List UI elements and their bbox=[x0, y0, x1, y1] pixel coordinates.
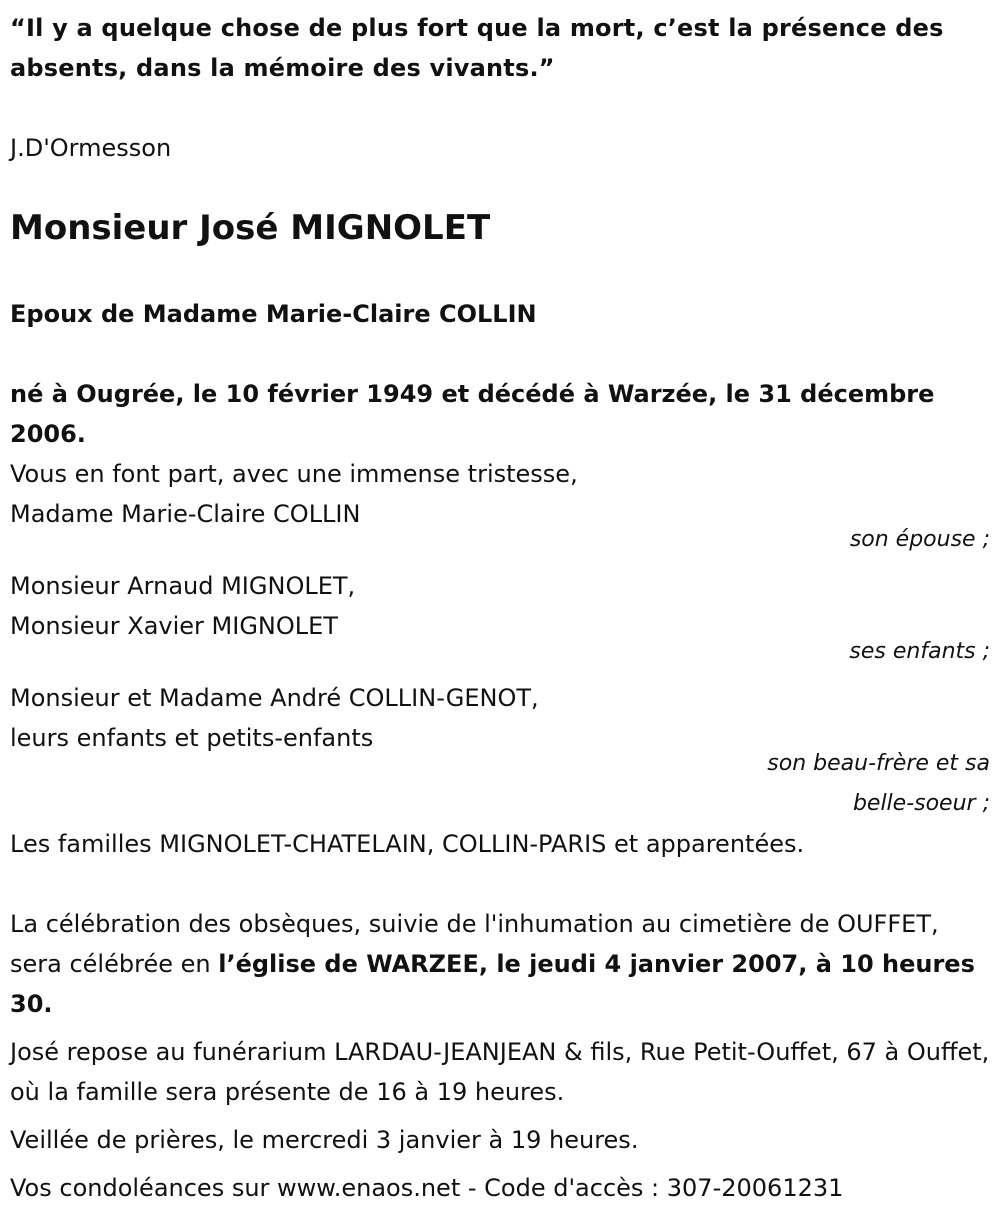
birth-death-dates: né à Ougrée, le 10 février 1949 et décédé à Warzée, le 31 décembre 2006. bbox=[10, 380, 935, 448]
extended-families: Les familles MIGNOLET-CHATELAIN, COLLIN-PARIS et apparentées. bbox=[10, 830, 805, 858]
funeral-location-time: l’église de WARZEE, le jeudi 4 janvier 2007, à 10 heures 30. bbox=[10, 950, 975, 1018]
family-relation: son épouse ; bbox=[849, 527, 990, 552]
family-relation: son beau-frère et sa bbox=[767, 751, 990, 776]
family-member: leurs enfants et petits-enfants bbox=[10, 724, 374, 752]
funeral-details bbox=[10, 904, 990, 1024]
family-relation: ses enfants ; bbox=[849, 639, 990, 664]
family-member: Monsieur Arnaud MIGNOLET, bbox=[10, 572, 356, 600]
deceased-name: Monsieur José MIGNOLET bbox=[10, 208, 491, 248]
family-relation: belle-soeur ; bbox=[852, 791, 990, 816]
family-group bbox=[10, 494, 990, 560]
spouse-line: Epoux de Madame Marie-Claire COLLIN bbox=[10, 300, 537, 328]
quote-author: J.D'Ormesson bbox=[10, 134, 172, 162]
epigraph-quote: “Il y a quelque chose de plus fort que la mort, c’est la présence des absents, dans la mémoire des vivants.” bbox=[10, 14, 944, 82]
condolences-info: Vos condoléances sur www.enaos.net - Code d'accès : 307-20061231 bbox=[10, 1174, 844, 1202]
family-member: Madame Marie-Claire COLLIN bbox=[10, 500, 361, 528]
funerarium-info: José repose au funérarium LARDAU-JEANJEAN & fils, Rue Petit-Ouffet, 67 à Ouffet, où la famille sera présente de 16 à 19 heures. bbox=[10, 1038, 990, 1106]
vigil-info: Veillée de prières, le mercredi 3 janvier à 19 heures. bbox=[10, 1126, 639, 1154]
family-group bbox=[10, 566, 990, 672]
family-member: Monsieur et Madame André COLLIN-GENOT, bbox=[10, 684, 539, 712]
announcement-intro: Vous en font part, avec une immense tristesse, bbox=[10, 460, 578, 488]
family-member: Monsieur Xavier MIGNOLET bbox=[10, 612, 338, 640]
family-group bbox=[10, 678, 990, 824]
funeral-intro: La célébration des obsèques, suivie de l'inhumation au cimetière de OUFFET, sera célébrée en bbox=[10, 910, 939, 978]
